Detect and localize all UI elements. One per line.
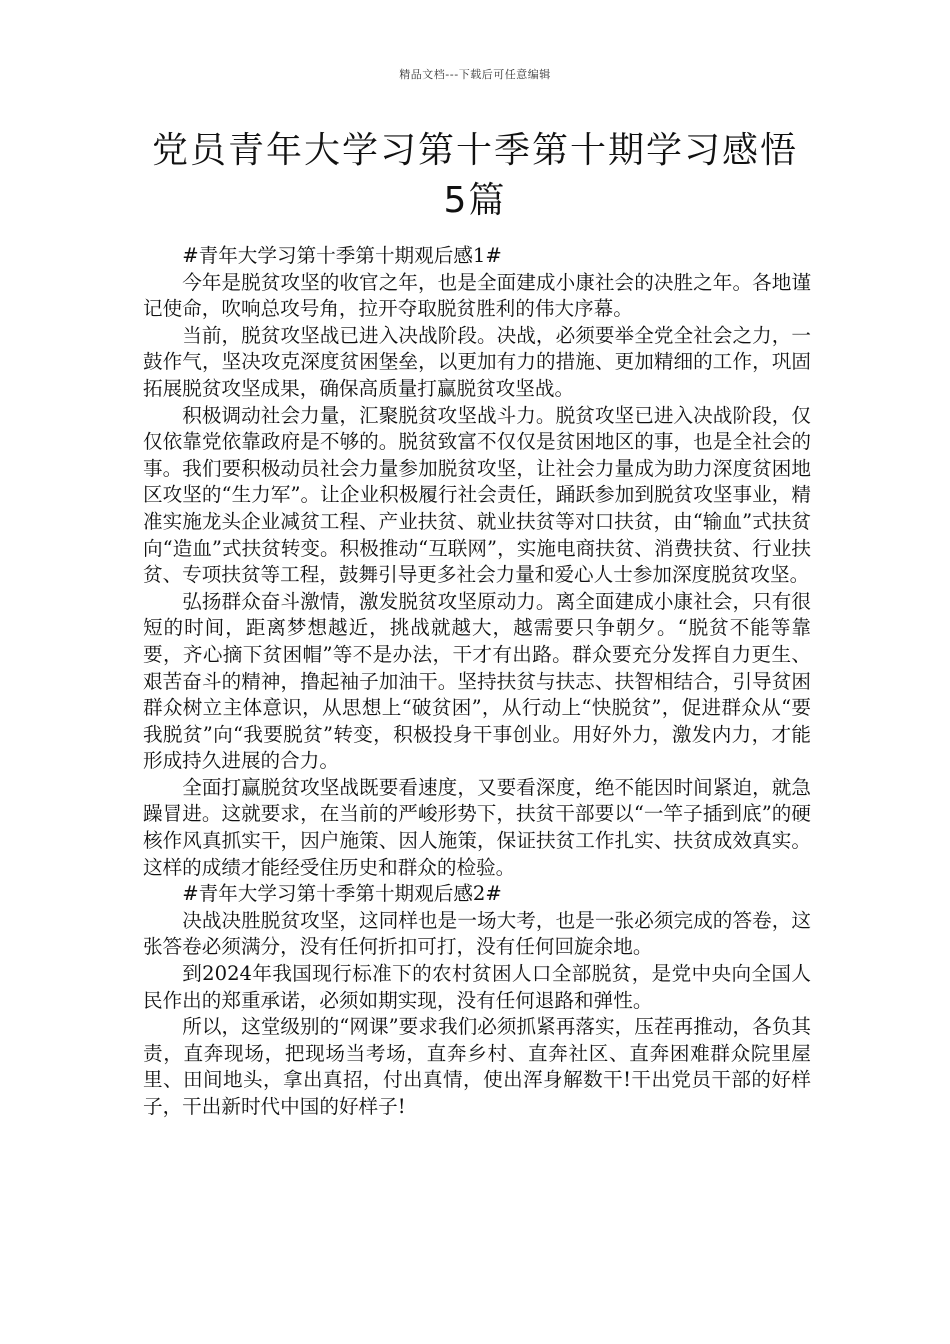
- body-paragraph: 全面打赢脱贫攻坚战既要看速度，又要看深度，绝不能因时间紧迫，就急躁冒进。这就要求，在当前的严峻形势下，扶贫干部要以“一竿子插到底”的硬核作风真抓实干，因户施策、因人施策，保证扶贫工作扎实、扶贫成效真实。这样的成绩才能经受住历史和群众的检验。: [143, 775, 811, 879]
- body-paragraph: 所以，这堂级别的“网课”要求我们必须抓紧再落实，压茬再推动，各负其责，直奔现场，把现场当考场，直奔乡村、直奔社区、直奔困难群众院里屋里、田间地头，拿出真招，付出真情，使出浑身解数干!干出党员干部的好样子，干出新时代中国的好样子!: [143, 1015, 811, 1118]
- body-paragraph: 当前，脱贫攻坚战已进入决战阶段。决战，必须要举全党全社会之力，一鼓作气，坚决攻克深度贫困堡垒，以更加有力的措施、更加精细的工作，巩固拓展脱贫攻坚成果，确保高质量打赢脱贫攻坚战。: [143, 323, 811, 400]
- section-heading-1: #青年大学习第十季第十期观后感1#: [182, 244, 502, 267]
- title-line-2: 5篇: [443, 180, 507, 221]
- section-heading-2: #青年大学习第十季第十期观后感2#: [182, 882, 502, 906]
- document-title: [100, 126, 850, 226]
- document-body: [143, 243, 811, 1121]
- title-line-1: 党员青年大学习第十季第十期学习感悟: [151, 130, 798, 171]
- body-paragraph: 到2024年我国现行标准下的农村贫困人口全部脱贫，是党中央向全国人民作出的郑重承诺，必须如期实现，没有任何退路和弹性。: [143, 962, 811, 1012]
- header-note: 精品文档---下载后可任意编辑: [399, 68, 551, 81]
- body-paragraph: 弘扬群众奋斗激情，激发脱贫攻坚原动力。离全面建成小康社会，只有很短的时间，距离梦想越近，挑战就越大，越需要只争朝夕。“脱贫不能等靠要，齐心摘下贫困帽”等不是办法，干才有出路。群众要充分发挥自力更生、艰苦奋斗的精神，撸起袖子加油干。坚持扶贫与扶志、扶智相结合，引导贫困群众树立主体意识，从思想上“破贫困”，从行动上“快脱贫”，促进群众从“要我脱贫”向“我要脱贫”转变，积极投身干事创业。用好外力，激发内力，才能形成持久进展的合力。: [143, 589, 811, 773]
- body-paragraph: 今年是脱贫攻坚的收官之年，也是全面建成小康社会的决胜之年。各地谨记使命，吹响总攻号角，拉开夺取脱贫胜利的伟大序幕。: [143, 270, 811, 321]
- body-paragraph: 决战决胜脱贫攻坚，这同样也是一场大考，也是一张必须完成的答卷，这张答卷必须满分，没有任何折扣可打，没有任何回旋余地。: [143, 908, 811, 959]
- body-paragraph: 积极调动社会力量，汇聚脱贫攻坚战斗力。脱贫攻坚已进入决战阶段，仅仅依靠党依靠政府是不够的。脱贫致富不仅仅是贫困地区的事，也是全社会的事。我们要积极动员社会力量参加脱贫攻坚，让社会力量成为助力深度贫困地区攻坚的“生力军”。让企业积极履行社会责任，踊跃参加到脱贫攻坚事业，精准实施龙头企业减贫工程、产业扶贫、就业扶贫等对口扶贫，由“输血”式扶贫向“造血”式扶贫转变。积极推动“互联网”，实施电商扶贫、消费扶贫、行业扶贫、专项扶贫等工程，鼓舞引导更多社会力量和爱心人士参加深度脱贫攻坚。: [143, 403, 811, 587]
